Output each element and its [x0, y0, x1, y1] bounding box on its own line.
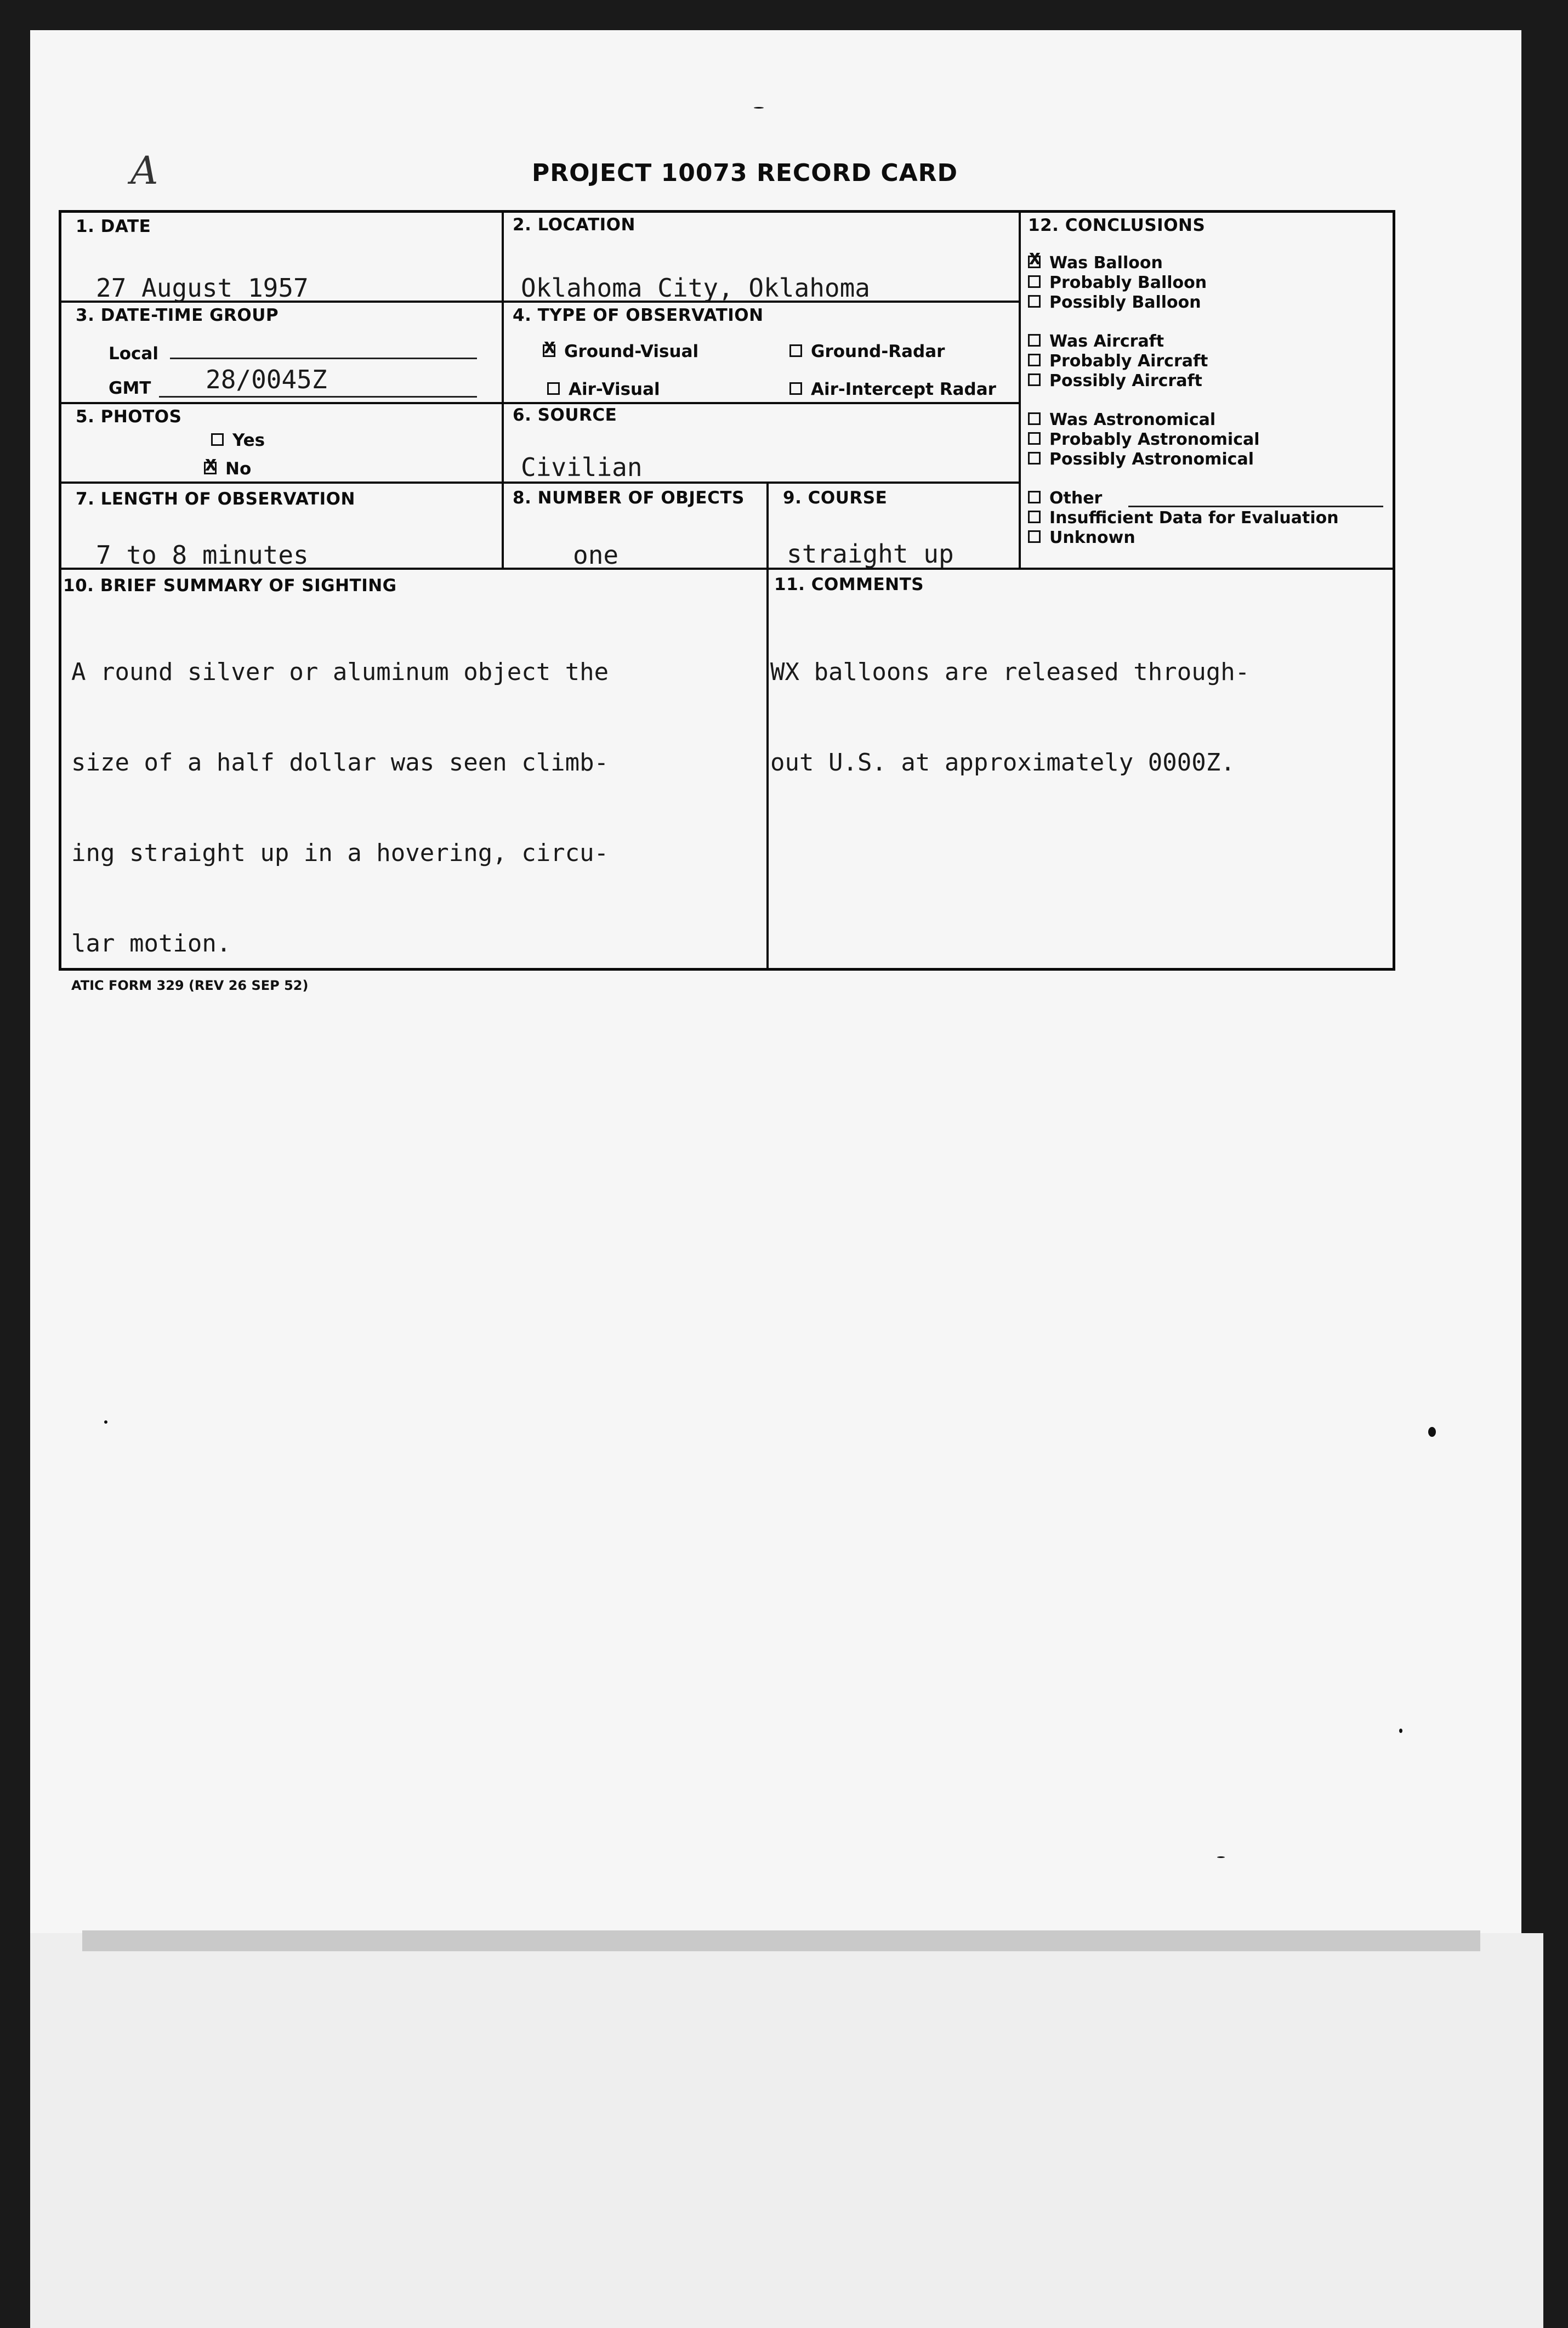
- source-label: 6. SOURCE: [513, 405, 617, 425]
- length-label: 7. LENGTH OF OBSERVATION: [76, 489, 355, 509]
- possibly-aircraft-checkbox[interactable]: [1028, 373, 1041, 386]
- was-astronomical-checkbox[interactable]: [1028, 412, 1041, 425]
- ground-visual-label: Ground-Visual: [564, 342, 699, 361]
- photos-yes: [211, 431, 265, 450]
- scanned-page-lower-margin: [30, 1933, 1543, 2328]
- photos-yes-label: Yes: [232, 431, 265, 450]
- possibly-astronomical-checkbox[interactable]: [1028, 452, 1041, 465]
- was-balloon-checkbox[interactable]: [1028, 256, 1041, 268]
- local-label: Local: [109, 344, 158, 364]
- form-id: ATIC FORM 329 (REV 26 SEP 52): [71, 978, 309, 993]
- num-objects-value: one: [573, 540, 619, 570]
- obs-ground-radar: [789, 342, 945, 361]
- possibly-balloon-checkbox[interactable]: [1028, 295, 1041, 308]
- summary-line: lar motion.: [71, 930, 231, 958]
- observation-type-label: 4. TYPE OF OBSERVATION: [513, 305, 764, 325]
- date-time-group-label: 3. DATE-TIME GROUP: [76, 305, 279, 325]
- other-checkbox[interactable]: [1028, 491, 1041, 503]
- summary-text: [71, 597, 609, 989]
- conclusions-label: 12. CONCLUSIONS: [1028, 216, 1206, 235]
- air-intercept-radar-checkbox[interactable]: [789, 382, 802, 395]
- ground-radar-checkbox[interactable]: [789, 344, 802, 357]
- conclusion-probably-aircraft: Probably Aircraft: [1028, 352, 1208, 371]
- conclusion-possibly-astronomical: Possibly Astronomical: [1028, 450, 1254, 469]
- scan-speck: [1217, 1856, 1225, 1858]
- conclusion-probably-astronomical: Probably Astronomical: [1028, 430, 1260, 449]
- conclusion-unknown: Unknown: [1028, 528, 1135, 547]
- course-label: 9. COURSE: [783, 488, 888, 508]
- source-value: Civilian: [521, 452, 643, 482]
- probably-astronomical-checkbox[interactable]: [1028, 432, 1041, 445]
- comments-label: 11. COMMENTS: [774, 575, 924, 594]
- photos-no-label: No: [225, 459, 252, 479]
- conclusion-probably-balloon: Probably Balloon: [1028, 273, 1207, 292]
- location-value: Oklahoma City, Oklahoma: [521, 273, 870, 303]
- comments-text: [770, 597, 1249, 808]
- summary-line: A round silver or aluminum object the: [71, 658, 609, 686]
- scan-speck: [1428, 1427, 1436, 1437]
- photos-label: 5. PHOTOS: [76, 407, 182, 427]
- card-title: PROJECT 10073 RECORD CARD: [532, 159, 958, 187]
- conclusion-was-balloon: xWas Balloon: [1028, 253, 1163, 273]
- ground-visual-checkbox[interactable]: [543, 344, 555, 357]
- course-value: straight up: [787, 539, 954, 569]
- scan-speck: [104, 1420, 107, 1424]
- conclusion-was-aircraft: Was Aircraft: [1028, 332, 1164, 351]
- insufficient-data-checkbox[interactable]: [1028, 511, 1041, 523]
- scan-edge-shadow: [82, 1930, 1480, 1951]
- conclusion-insufficient-data: Insufficient Data for Evaluation: [1028, 508, 1339, 528]
- photos-no-checkbox[interactable]: [204, 462, 217, 474]
- length-value: 7 to 8 minutes: [96, 540, 309, 570]
- gmt-underline: [159, 396, 477, 398]
- comments-line: WX balloons are released through-: [770, 658, 1250, 686]
- obs-air-visual: [547, 379, 660, 399]
- gmt-label: GMT: [109, 378, 151, 398]
- num-objects-label: 8. NUMBER OF OBJECTS: [513, 488, 745, 508]
- photos-yes-checkbox[interactable]: [211, 433, 224, 446]
- summary-line: ing straight up in a hovering, circu-: [71, 839, 609, 867]
- conclusion-was-astronomical: Was Astronomical: [1028, 410, 1215, 429]
- date-label: 1. DATE: [76, 217, 151, 236]
- scan-speck: [1399, 1729, 1402, 1733]
- obs-ground-visual: [543, 342, 698, 361]
- summary-label: 10. BRIEF SUMMARY OF SIGHTING: [63, 576, 397, 596]
- was-aircraft-checkbox[interactable]: [1028, 334, 1041, 347]
- unknown-checkbox[interactable]: [1028, 530, 1041, 543]
- conclusion-other: Other: [1028, 489, 1102, 508]
- date-value: 27 August 1957: [96, 273, 309, 303]
- corner-mark: A: [130, 148, 158, 193]
- air-intercept-radar-label: Air-Intercept Radar: [811, 379, 996, 399]
- summary-line: size of a half dollar was seen climb-: [71, 749, 609, 777]
- location-label: 2. LOCATION: [513, 215, 635, 235]
- photos-no: [204, 459, 251, 479]
- air-visual-checkbox[interactable]: [547, 382, 560, 395]
- ground-radar-label: Ground-Radar: [811, 342, 945, 361]
- probably-aircraft-checkbox[interactable]: [1028, 354, 1041, 366]
- conclusion-possibly-aircraft: Possibly Aircraft: [1028, 371, 1202, 390]
- gmt-value: 28/0045Z: [206, 365, 327, 394]
- scan-speck: [754, 107, 764, 109]
- air-visual-label: Air-Visual: [569, 379, 660, 399]
- local-underline: [170, 358, 477, 359]
- other-underline: [1128, 506, 1383, 507]
- obs-air-intercept-radar: [789, 379, 996, 399]
- comments-line: out U.S. at approximately 0000Z.: [770, 749, 1235, 777]
- conclusion-possibly-balloon: Possibly Balloon: [1028, 293, 1201, 312]
- probably-balloon-checkbox[interactable]: [1028, 275, 1041, 288]
